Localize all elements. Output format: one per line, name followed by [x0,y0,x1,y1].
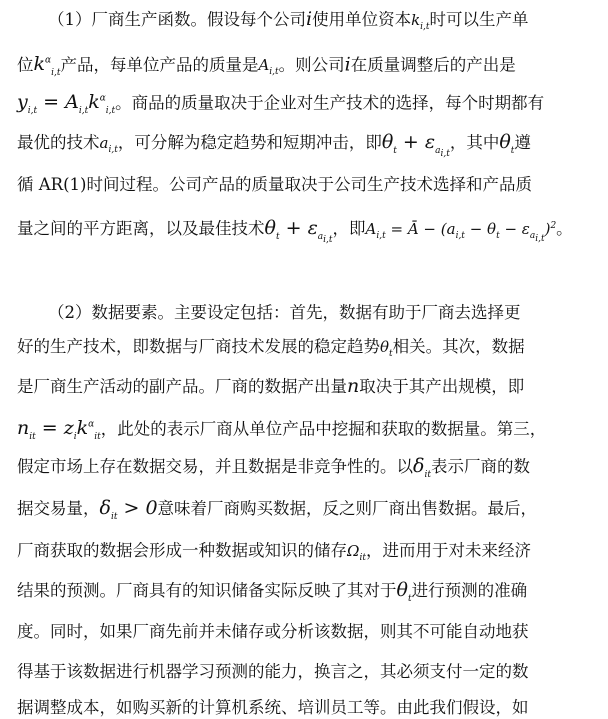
p1-line-5 [17,174,600,196]
formula-k-alpha: $k^\alpha_{i,t}$ [33,53,61,79]
text: 。商品的质量取决于企业对生产技术的选择，每个时期都有 [115,93,545,113]
text: 据交易量， [17,499,100,518]
text: 。 [556,219,573,238]
p2-line-5 [17,455,600,486]
text: （1）厂商生产函数。假设每个公司 [48,10,306,29]
var-theta-t-2: $\theta_t$ [396,579,412,604]
p2-line-2 [17,336,600,365]
text: ，进而用于对未来经济 [365,541,531,560]
formula-data-output: $n_{it} = z_ik^\alpha_{it}$ [17,417,101,443]
text: 位 [17,55,34,75]
text: 。则公司 [278,55,345,75]
p2-line-6 [17,497,600,528]
p2-line-3 [17,375,600,398]
text: 好的生产技术，即数据与厂商技术发展的稳定趋势 [17,337,380,356]
formula-delta-positive: $\delta_{it} > 0$ [99,497,158,522]
text: ，此处的表示厂商从单位产品中挖掘和获取的数据量。第三， [100,419,547,439]
p1-line-2 [17,50,600,84]
text: （2）数据要素。主要设定包括：首先，数据有助于厂商去选择更 [48,303,521,322]
var-i: i [344,53,351,76]
formula-output: $y_{i,t} = A_{i,t}k^\alpha_{i,t}$ [17,91,116,117]
formula-theta-eps-2: $\theta_t + \varepsilon_{a_{i,t}}$ [264,217,333,245]
text: 相关。其次，数据 [392,337,525,356]
var-ait: $a_{i,t}$ [99,134,118,155]
text: 遵 [514,133,531,152]
text: 量之间的平方距离，以及最佳技术 [17,219,265,238]
p2-line-4 [17,414,600,448]
text: ，其中 [449,133,500,152]
text: 在质量调整后的产出是 [350,55,516,75]
text: 使用单位资本 [312,10,412,29]
text: 产品，每单位产品的质量是 [60,55,259,75]
text: 进行预测的准确 [411,581,528,600]
formula-theta-eps: $\theta_t + \varepsilon_{a_{i,t}}$ [381,131,450,159]
text: 表示厂商的数 [430,457,530,476]
var-theta: $\theta_t$ [499,131,515,156]
text: 最优的技术 [17,133,100,152]
text: 得基于该数据进行机器学习预测的能力，换言之，其必须支付一定的数 [17,662,529,681]
p2-line-8 [17,579,600,610]
text: 循 AR(1)时间过程。公司产品的质量取决于公司生产技术选择和产品质 [17,175,532,194]
p2-line-7 [17,540,600,569]
p1-line-6 [17,215,600,251]
p2-line-10 [17,661,600,683]
var-kit: $k_{i,t}$ [411,11,430,32]
text: ，可分解为稳定趋势和短期冲击，即 [117,133,382,152]
var-theta-t: $\theta_t$ [380,338,393,359]
p2-line-9 [17,621,600,643]
var-n: n [347,375,360,397]
text: 度。同时，如果厂商先前并未储存或分析该数据，则其不可能自动地获 [17,622,529,641]
p2-line-1 [48,302,600,324]
p2-line-11 [17,697,600,719]
var-omega: $\Omega_{it}$ [347,542,366,563]
formula-quality: $A_{i,t}$ = Ā − $(a_{i,t} - \theta_t - \varepsilon_{a_{i,t}})^2$ [365,220,557,244]
var-Ait: $A_{i,t}$ [258,56,279,78]
var-i: i [306,8,313,30]
text: 假定市场上存在数据交易，并且数据是非竞争性的。以 [17,457,413,476]
text: 结果的预测。厂商具有的知识储备实际反映了其对于 [17,581,397,600]
p1-line-1 [48,8,600,38]
text: 是厂商生产活动的副产品。厂商的数据产出量 [17,377,347,396]
text: 意味着厂商购买数据，反之则厂商出售数据。最后， [157,499,538,518]
text: 取决于其产出规模，即 [359,377,525,396]
p1-line-3 [17,88,600,122]
var-delta: $\delta_{it}$ [413,455,431,480]
p1-line-4 [17,131,600,165]
text: ，即 [332,219,366,238]
text: 厂商获取的数据会形成一种数据或知识的储存 [17,541,347,560]
text: 据调整成本，如购买新的计算机系统、培训员工等。由此我们假设，如 [17,698,529,717]
text: 时可以生产单 [429,10,529,29]
